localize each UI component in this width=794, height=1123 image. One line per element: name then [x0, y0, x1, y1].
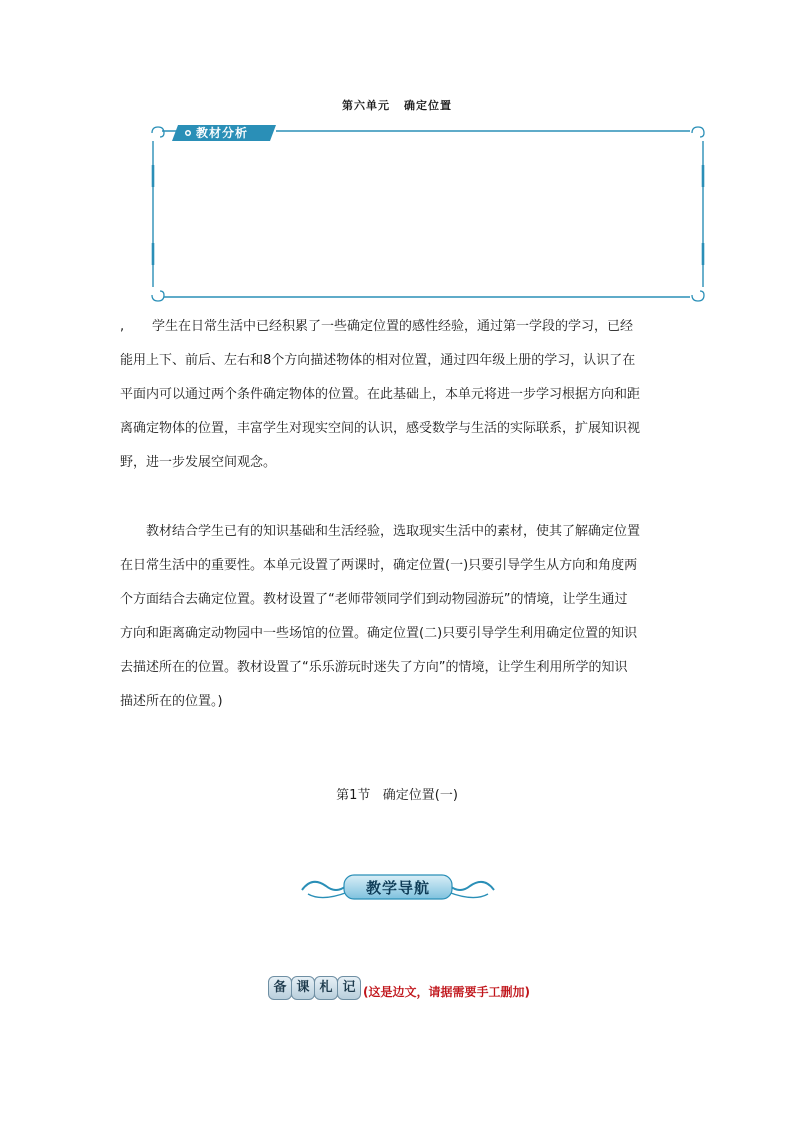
teaching-nav-banner: [298, 870, 498, 904]
nav-banner-label: 教学导航: [365, 879, 430, 897]
text-line: 能用上下、前后、左右和8个方向描述物体的相对位置，通过四年级上册的学习，认识了在: [120, 353, 636, 368]
section-title: 确定位置(一): [382, 788, 458, 803]
text-line: 平面内可以通过两个条件确定物体的位置。在此基础上，本单元将进一步学习根据方向和距: [120, 387, 641, 402]
text-line: 野，进一步发展空间观念。: [120, 455, 277, 470]
text-line: 教材结合学生已有的知识基础和生活经验，选取现实生活中的素材，使其了解确定位置: [146, 524, 641, 539]
unit-number: 第六单元: [342, 99, 390, 112]
text-line: 离确定物体的位置，丰富学生对现实空间的认识，感受数学与生活的实际联系，扩展知识视: [120, 421, 641, 436]
frame-border: [148, 125, 708, 303]
frame-tag-label: 教材分析: [196, 126, 249, 140]
text-line: 个方面结合去确定位置。教材设置了“老师带领同学们到动物园游玩”的情境，让学生通过: [120, 592, 628, 607]
lead-mark: ,: [120, 319, 125, 334]
unit-name: 确定位置: [404, 99, 452, 112]
text-line: 在日常生活中的重要性。本单元设置了两课时，确定位置(一)只要引导学生从方向和角度两: [120, 558, 638, 573]
text-line: 学生在日常生活中已经积累了一些确定位置的感性经验，通过第一学段的学习，已经: [152, 319, 634, 334]
notes-chip: 记: [337, 976, 361, 1000]
text-line: 描述所在的位置。): [120, 694, 223, 709]
text-line: 方向和距离确定动物园中一些场馆的位置。确定位置(二)只要引导学生利用确定位置的知识: [120, 626, 638, 641]
textbook-analysis-frame: [148, 125, 708, 303]
text-line: 去描述所在的位置。教材设置了“乐乐游玩时迷失了方向”的情境，让学生利用所学的知识: [120, 660, 628, 675]
notes-chip: 课: [291, 976, 315, 1000]
notes-chip: 札: [314, 976, 338, 1000]
notes-chip: 备: [268, 976, 292, 1000]
unit-title: [0, 97, 794, 113]
section-number: 第1节: [336, 788, 371, 803]
analysis-paragraph-2: [120, 515, 676, 719]
notes-caption: (这是边文，请据需要手工删加): [363, 985, 530, 999]
analysis-paragraph-1: [120, 310, 676, 480]
section-heading: [0, 784, 794, 803]
